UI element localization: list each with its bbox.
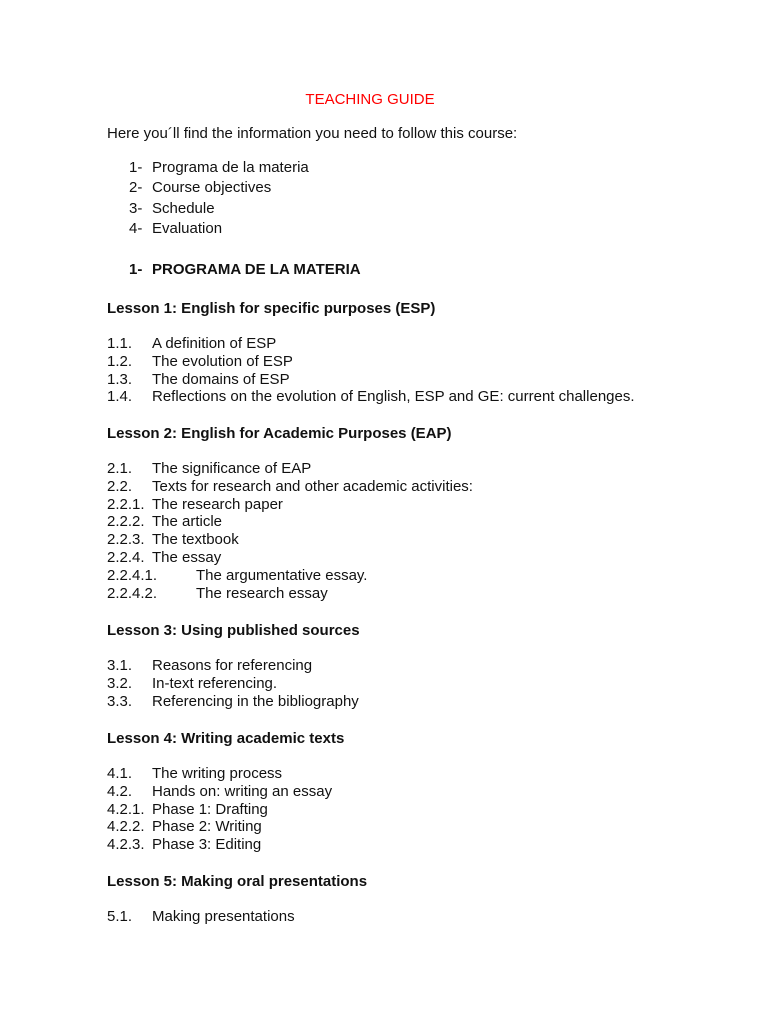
item-text: The research essay bbox=[196, 584, 328, 602]
lesson-items bbox=[107, 908, 367, 926]
toc-item-text: Course objectives bbox=[152, 179, 272, 197]
item-text: Texts for research and other academic activities: bbox=[152, 477, 473, 495]
item-number: 4.2.3. bbox=[107, 836, 145, 854]
lesson-items bbox=[107, 335, 635, 406]
lesson-3 bbox=[107, 622, 360, 710]
item-number: 2.2.3. bbox=[107, 531, 145, 549]
list-item bbox=[107, 801, 344, 819]
item-text: The evolution of ESP bbox=[152, 352, 293, 370]
item-number: 3.3. bbox=[107, 692, 133, 710]
item-number: 4.2. bbox=[107, 782, 133, 800]
lesson-5 bbox=[107, 873, 367, 926]
toc-item-number: 2- bbox=[129, 179, 143, 197]
list-item bbox=[107, 478, 473, 496]
lesson-items bbox=[107, 460, 473, 602]
lesson-title: Lesson 3: Using published sources bbox=[107, 622, 360, 639]
item-number: 2.2.2. bbox=[107, 513, 145, 531]
toc-item bbox=[129, 179, 309, 199]
toc-item bbox=[129, 220, 309, 240]
toc-item-number: 4- bbox=[129, 219, 143, 237]
list-item bbox=[107, 496, 473, 514]
item-text: The article bbox=[152, 513, 223, 531]
item-text: In-text referencing. bbox=[152, 674, 278, 692]
list-item bbox=[107, 371, 635, 389]
list-item bbox=[107, 585, 473, 603]
lesson-title: Lesson 1: English for specific purposes (ESP) bbox=[107, 300, 436, 317]
item-number: 2.2.1. bbox=[107, 495, 145, 513]
list-item bbox=[107, 693, 360, 711]
item-text: The argumentative essay. bbox=[196, 566, 368, 584]
item-text: Reflections on the evolution of English, ESP and GE: current challenges. bbox=[152, 388, 635, 406]
lesson-title: Lesson 4: Writing academic texts bbox=[107, 730, 345, 747]
item-number: 5.1. bbox=[107, 908, 133, 925]
lesson-items bbox=[107, 657, 360, 710]
toc-item bbox=[129, 200, 309, 220]
item-number: 3.2. bbox=[107, 674, 133, 692]
item-number: 4.2.1. bbox=[107, 800, 145, 818]
toc-item-text: Programa de la materia bbox=[152, 159, 309, 176]
item-text: Phase 1: Drafting bbox=[152, 800, 268, 818]
lesson-title: Lesson 2: English for Academic Purposes (EAP) bbox=[107, 425, 452, 442]
item-number: 1.1. bbox=[107, 335, 133, 352]
lesson-title: Lesson 5: Making oral presentations bbox=[107, 873, 368, 890]
item-number: 4.1. bbox=[107, 765, 133, 782]
item-text: Hands on: writing an essay bbox=[152, 782, 333, 800]
list-item bbox=[107, 765, 344, 783]
list-item bbox=[107, 335, 635, 353]
toc-item-number: 3- bbox=[129, 199, 143, 217]
list-item bbox=[107, 567, 473, 585]
item-text: Referencing in the bibliography bbox=[152, 692, 359, 710]
lesson-items bbox=[107, 765, 344, 854]
item-number: 2.1. bbox=[107, 460, 133, 477]
list-item bbox=[107, 675, 360, 693]
table-of-contents bbox=[129, 159, 309, 240]
list-item bbox=[107, 818, 344, 836]
section-heading-number: 1- bbox=[129, 261, 143, 278]
list-item bbox=[107, 657, 360, 675]
list-item bbox=[107, 460, 473, 478]
item-number: 4.2.2. bbox=[107, 818, 145, 836]
item-text: Reasons for referencing bbox=[152, 657, 313, 674]
item-number: 2.2. bbox=[107, 477, 133, 495]
list-item bbox=[107, 908, 367, 926]
toc-item-number: 1- bbox=[129, 159, 143, 176]
lesson-2 bbox=[107, 425, 473, 602]
page-title: TEACHING GUIDE bbox=[305, 91, 435, 108]
list-item bbox=[107, 388, 635, 406]
item-number: 2.2.4. bbox=[107, 548, 145, 566]
item-text: Phase 2: Writing bbox=[152, 818, 262, 836]
item-number: 1.4. bbox=[107, 388, 133, 406]
item-text: Making presentations bbox=[152, 908, 295, 925]
item-text: The textbook bbox=[152, 531, 239, 549]
item-number: 1.2. bbox=[107, 352, 133, 370]
item-text: The writing process bbox=[152, 765, 283, 782]
item-text: Phase 3: Editing bbox=[152, 836, 262, 854]
list-item bbox=[107, 549, 473, 567]
toc-item bbox=[129, 159, 309, 179]
section-heading bbox=[129, 261, 361, 279]
item-text: The significance of EAP bbox=[152, 460, 312, 477]
item-text: The research paper bbox=[152, 495, 283, 513]
lesson-4 bbox=[107, 730, 344, 854]
lesson-1 bbox=[107, 300, 635, 406]
toc-item-text: Schedule bbox=[152, 199, 215, 217]
section-heading-text: PROGRAMA DE LA MATERIA bbox=[152, 261, 361, 278]
intro-text: Here you´ll find the information you need to follow this course: bbox=[107, 125, 518, 142]
list-item bbox=[107, 353, 635, 371]
list-item bbox=[107, 783, 344, 801]
item-number: 1.3. bbox=[107, 370, 133, 388]
item-text: The domains of ESP bbox=[152, 370, 290, 388]
item-number: 2.2.4.1. bbox=[107, 566, 158, 584]
list-item bbox=[107, 531, 473, 549]
toc-item-text: Evaluation bbox=[152, 219, 223, 237]
list-item bbox=[107, 513, 473, 531]
item-text: The essay bbox=[152, 548, 222, 566]
item-number: 3.1. bbox=[107, 657, 133, 674]
item-number: 2.2.4.2. bbox=[107, 584, 158, 602]
list-item bbox=[107, 836, 344, 854]
item-text: A definition of ESP bbox=[152, 335, 277, 352]
